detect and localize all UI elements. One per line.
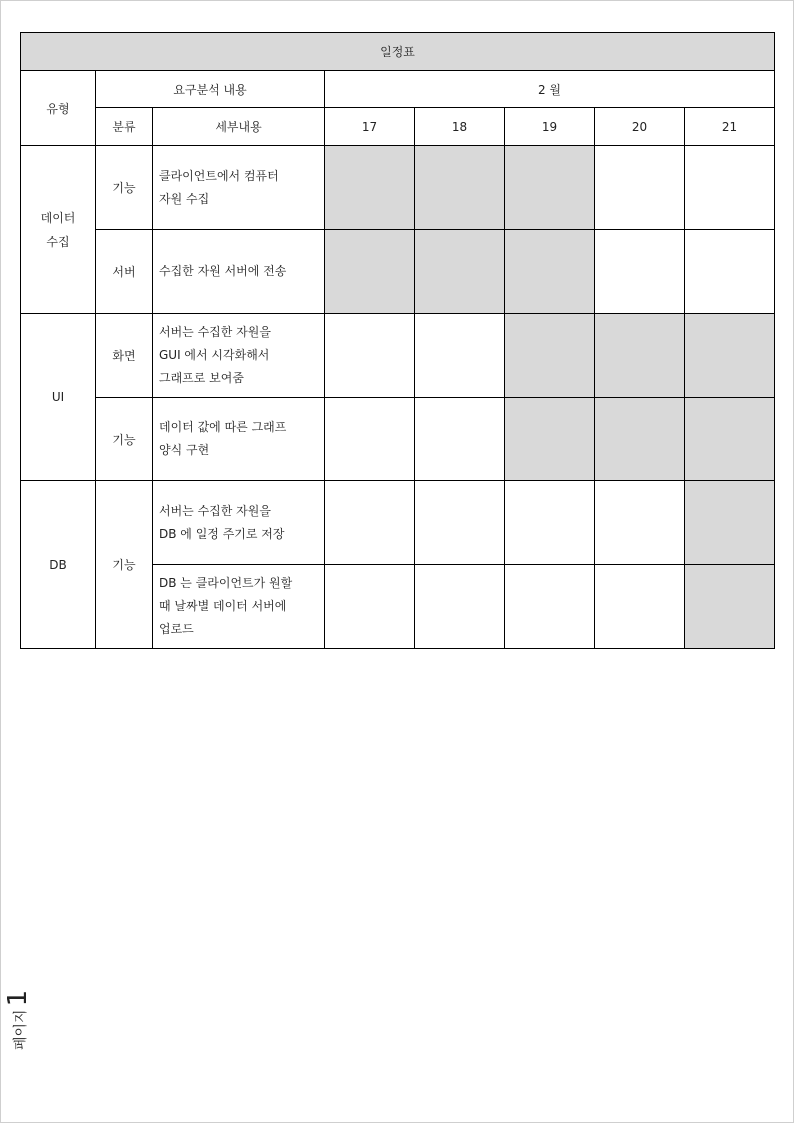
schedule-cell xyxy=(415,565,505,649)
schedule-cell xyxy=(415,481,505,565)
category-line: 데이터 xyxy=(40,210,76,225)
header-detail: 세부내용 xyxy=(153,108,325,146)
class-cell: 화면 xyxy=(96,314,153,398)
detail-line: 데이터 값에 따른 그래프 xyxy=(159,420,287,434)
category-cell xyxy=(21,146,96,314)
schedule-cell xyxy=(595,481,685,565)
category-line: DB xyxy=(49,557,67,572)
table-row xyxy=(21,146,775,230)
day-header: 17 xyxy=(325,108,415,146)
detail-cell xyxy=(153,146,325,230)
table-row xyxy=(21,481,775,565)
schedule-cell xyxy=(325,146,415,230)
page-footer xyxy=(3,989,33,1050)
table-title: 일정표 xyxy=(21,33,775,71)
schedule-cell xyxy=(505,565,595,649)
header-type: 유형 xyxy=(21,71,96,146)
schedule-cell xyxy=(505,481,595,565)
schedule-cell xyxy=(325,565,415,649)
table-row xyxy=(21,314,775,398)
category-cell xyxy=(21,314,96,481)
detail-line: 서버는 수집한 자원을 xyxy=(159,503,271,518)
schedule-cell xyxy=(685,565,775,649)
category-line: 수집 xyxy=(46,234,70,249)
category-cell xyxy=(21,481,96,649)
schedule-cell xyxy=(325,230,415,314)
header-month: 2 월 xyxy=(325,71,775,108)
table-row xyxy=(21,230,775,314)
schedule-cell xyxy=(505,398,595,481)
day-header: 18 xyxy=(415,108,505,146)
header-requirements: 요구분석 내용 xyxy=(96,71,325,108)
schedule-cell xyxy=(685,398,775,481)
detail-line: 서버는 수집한 자원을 xyxy=(159,325,271,339)
schedule-cell xyxy=(505,146,595,230)
schedule-cell xyxy=(415,398,505,481)
schedule-cell xyxy=(325,481,415,565)
header-class: 분류 xyxy=(96,108,153,146)
schedule-cell xyxy=(595,565,685,649)
schedule-table xyxy=(20,32,775,649)
day-header: 20 xyxy=(595,108,685,146)
schedule-cell xyxy=(415,314,505,398)
schedule-cell xyxy=(685,230,775,314)
detail-line: 클라이언트에서 컴퓨터 xyxy=(159,168,279,183)
detail-line: 양식 구현 xyxy=(159,443,210,457)
schedule-cell xyxy=(595,314,685,398)
detail-line: 업로드 xyxy=(159,622,194,636)
detail-line: 그래프로 보여줌 xyxy=(159,371,244,385)
class-cell: 기능 xyxy=(96,481,153,649)
page-label: 페이지 xyxy=(13,1009,29,1050)
class-cell: 서버 xyxy=(96,230,153,314)
detail-cell xyxy=(153,314,325,398)
schedule-cell xyxy=(325,398,415,481)
category-line: UI xyxy=(51,390,65,404)
detail-line: 때 날짜별 데이터 서버에 xyxy=(159,599,287,613)
table-row xyxy=(21,398,775,481)
schedule-cell xyxy=(505,230,595,314)
schedule-cell xyxy=(595,230,685,314)
schedule-cell xyxy=(415,146,505,230)
schedule-cell xyxy=(505,314,595,398)
schedule-cell xyxy=(325,314,415,398)
detail-line: 자원 수집 xyxy=(159,191,210,206)
schedule-cell xyxy=(595,146,685,230)
detail-line: GUI 에서 시각화해서 xyxy=(159,348,270,362)
schedule-cell xyxy=(595,398,685,481)
detail-line: 수집한 자원 서버에 전송 xyxy=(159,264,287,278)
schedule-cell xyxy=(685,146,775,230)
schedule-cell xyxy=(685,314,775,398)
detail-cell xyxy=(153,230,325,314)
page-number: 1 xyxy=(3,989,33,1007)
detail-line: DB 는 클라이언트가 원할 xyxy=(159,576,293,590)
detail-cell xyxy=(153,398,325,481)
class-cell: 기능 xyxy=(96,146,153,230)
day-header: 19 xyxy=(505,108,595,146)
detail-cell xyxy=(153,481,325,565)
class-cell: 기능 xyxy=(96,398,153,481)
day-header: 21 xyxy=(685,108,775,146)
schedule-cell xyxy=(415,230,505,314)
schedule-cell xyxy=(685,481,775,565)
detail-cell xyxy=(153,565,325,649)
detail-line: DB 에 일정 주기로 저장 xyxy=(159,526,285,541)
